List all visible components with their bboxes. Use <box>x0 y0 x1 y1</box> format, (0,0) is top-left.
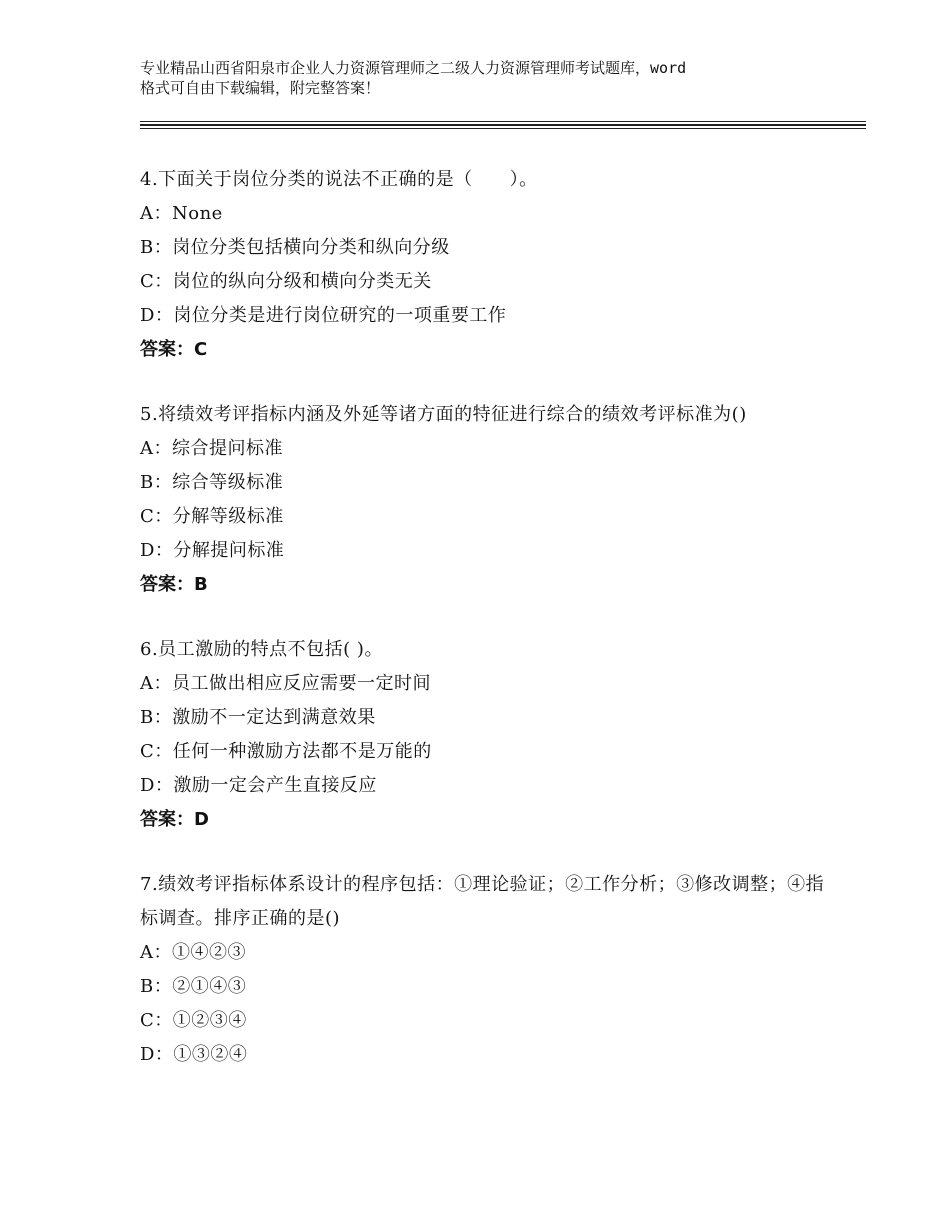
header-rule <box>140 128 866 129</box>
header-line-2: 格式可自由下载编辑，附完整答案！ <box>140 79 381 97</box>
option-b: B：综合等级标准 <box>140 472 284 493</box>
option-d: D：岗位分类是进行岗位研究的一项重要工作 <box>140 305 507 326</box>
option-d: D：激励一定会产生直接反应 <box>140 775 377 796</box>
option-b: B：岗位分类包括横向分类和纵向分级 <box>140 237 450 258</box>
option-c: C：任何一种激励方法都不是万能的 <box>140 741 432 762</box>
header-rule <box>140 124 866 126</box>
question-stem: 5.将绩效考评指标内涵及外延等诸方面的特征进行综合的绩效考评标准为() <box>140 404 747 425</box>
header-line-1: 专业精品山西省阳泉市企业人力资源管理师之二级人力资源管理师考试题库，word <box>140 59 687 77</box>
option-a: A：None <box>140 203 223 224</box>
answer: 答案：D <box>140 809 209 830</box>
option-c: C：①②③④ <box>140 1010 247 1031</box>
option-d: D：分解提问标准 <box>140 540 285 561</box>
option-a: A：①④②③ <box>140 942 246 963</box>
option-b: B：②①④③ <box>140 976 247 997</box>
question-stem: 6.员工激励的特点不包括( )。 <box>140 639 383 660</box>
option-a: A：综合提问标准 <box>140 438 283 459</box>
option-d: D：①③②④ <box>140 1044 248 1065</box>
question-5 <box>140 398 830 602</box>
header-rule <box>140 121 866 122</box>
question-6 <box>140 633 830 837</box>
question-stem: 4.下面关于岗位分类的说法不正确的是（ ）。 <box>140 169 538 190</box>
option-c: C：岗位的纵向分级和横向分类无关 <box>140 271 432 292</box>
document-header <box>140 58 840 98</box>
option-a: A：员工做出相应反应需要一定时间 <box>140 673 431 694</box>
question-4 <box>140 163 830 367</box>
question-stem: 7.绩效考评指标体系设计的程序包括：①理论验证；②工作分析；③修改调整；④指标调查。排序正确的是() <box>140 874 825 929</box>
question-list <box>140 163 830 1103</box>
option-b: B：激励不一定达到满意效果 <box>140 707 376 728</box>
answer: 答案：B <box>140 574 208 595</box>
question-7 <box>140 868 830 1072</box>
option-c: C：分解等级标准 <box>140 506 284 527</box>
answer: 答案：C <box>140 339 208 360</box>
